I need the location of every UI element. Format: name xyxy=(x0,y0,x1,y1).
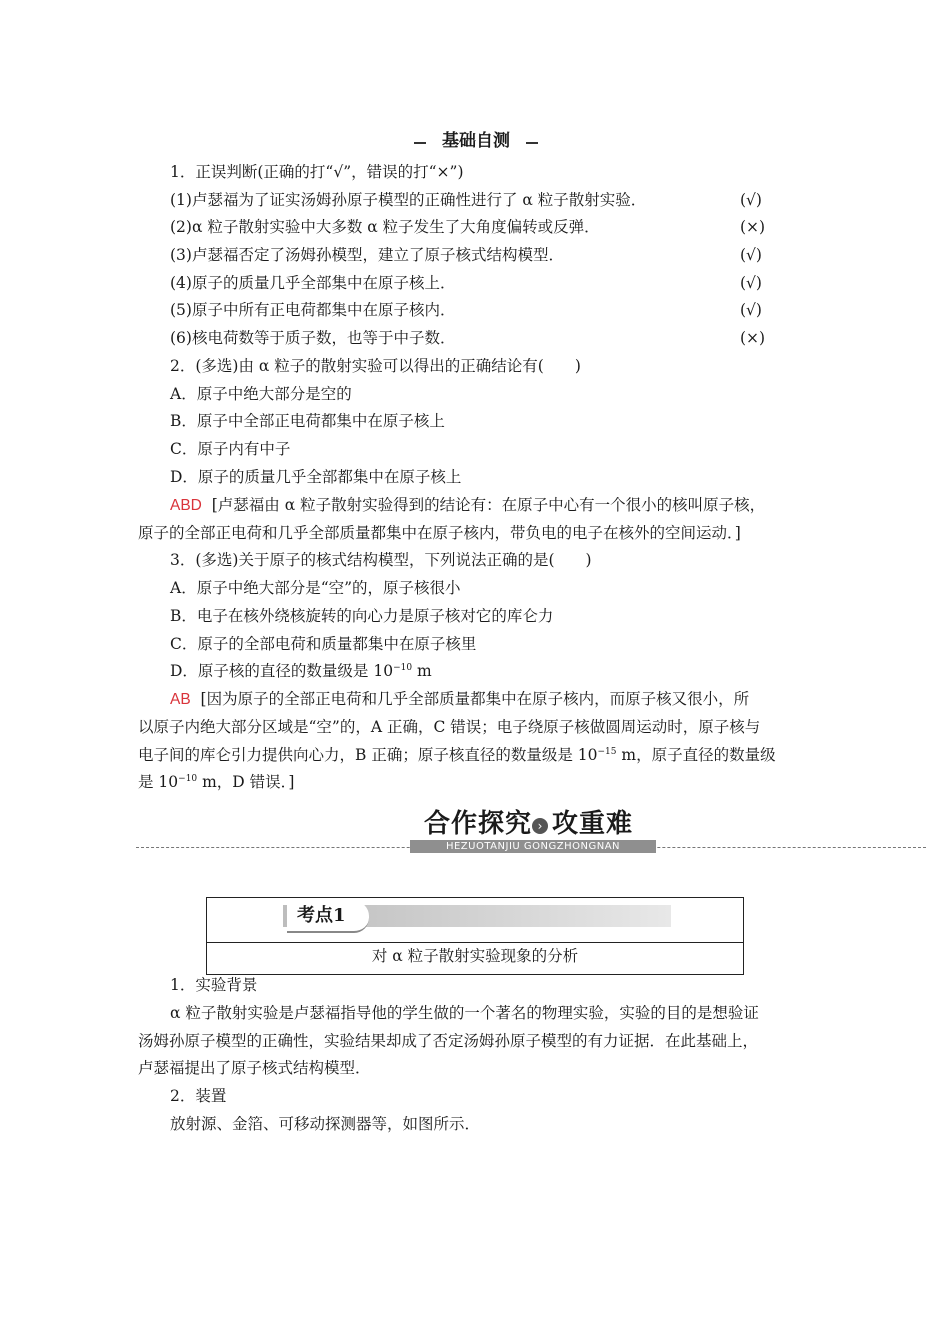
section1-heading: 1．实验背景 xyxy=(170,976,258,994)
banner-rule-left xyxy=(414,142,426,144)
chevron-right-icon: › xyxy=(532,818,548,834)
q1-mark-4: (√) xyxy=(740,274,762,292)
q3-option-a: A．原子中绝大部分是“空”的，原子核很小 xyxy=(170,579,461,597)
q1-mark-6: (×) xyxy=(740,329,766,347)
kaodian-subtitle: 对 α 粒子散射实验现象的分析 xyxy=(371,947,579,965)
self-test-title: 基础自测 xyxy=(442,131,510,151)
q2-option-b: B．原子中全部正电荷都集中在原子核上 xyxy=(170,412,445,430)
banner-rule-right xyxy=(526,142,538,144)
q3-option-b: B．电子在核外绕核旋转的向心力是原子核对它的库仑力 xyxy=(170,607,554,625)
q2-option-c: C．原子内有中子 xyxy=(170,440,291,458)
q2-explanation-line-1: ABD [卢瑟福由 α 粒子散射实验得到的结论有：在原子中心有一个很小的核叫原子核， xyxy=(170,496,766,514)
kaodian-divider xyxy=(207,942,743,943)
kaodian-box xyxy=(206,897,744,975)
q2-answer: ABD xyxy=(170,497,202,514)
q3-answer: AB xyxy=(170,691,191,708)
self-test-banner xyxy=(414,130,538,152)
q3-explanation-line-3: 电子间的库仑引力提供向心力，B 正确；原子核直径的数量级是 $10^{-15}$ m，原子直径的数量级 xyxy=(138,746,776,764)
cooperation-title-right: 攻重难 xyxy=(552,809,634,839)
q2-option-d: D．原子的质量几乎全部都集中在原子核上 xyxy=(170,468,462,486)
cooperation-subtitle: HEZUOTANJIU GONGZHONGNAN xyxy=(410,840,656,853)
q3-option-d: D．原子核的直径的数量级是 $10^{-10}$ m xyxy=(170,662,432,680)
q2-option-a: A．原子中绝大部分是空的 xyxy=(170,385,352,403)
q1-item-6: (6)核电荷数等于质子数，也等于中子数． xyxy=(170,329,456,347)
q3-stem: 3．(多选)关于原子的核式结构模型，下列说法正确的是( ) xyxy=(170,551,592,569)
cooperation-title: 合作探究 xyxy=(424,809,533,839)
q3-option-c: C．原子的全部电荷和质量都集中在原子核里 xyxy=(170,635,477,653)
q1-item-5: (5)原子中所有正电荷都集中在原子核内． xyxy=(170,301,456,319)
q3-explanation-line-4: 是 $10^{-10}$ m，D 错误．] xyxy=(138,773,295,791)
q3-explanation-line-1: AB [因为原子的全部正电荷和几乎全部质量都集中在原子核内，而原子核又很小，所 xyxy=(170,690,750,708)
q1-item-1: (1)卢瑟福为了证实汤姆孙原子模型的正确性进行了 α 粒子散射实验． xyxy=(170,191,647,209)
q1-stem: 1．正误判断(正确的打“√”，错误的打“×”) xyxy=(170,163,464,181)
q1-mark-2: (×) xyxy=(740,218,766,236)
q1-mark-3: (√) xyxy=(740,246,762,264)
kaodian-label: 考点1 xyxy=(287,901,369,933)
q1-item-4: (4)原子的质量几乎全部集中在原子核上． xyxy=(170,274,456,292)
q2-explanation-line-2: 原子的全部正电荷和几乎全部质量都集中在原子核内，带负电的电子在核外的空间运动．] xyxy=(138,524,741,542)
q1-mark-1: (√) xyxy=(740,191,762,209)
section1-para-line-1: α 粒子散射实验是卢瑟福指导他的学生做的一个著名的物理实验，实验的目的是想验证 xyxy=(170,1004,759,1022)
section2-heading: 2．装置 xyxy=(170,1087,227,1105)
section1-para-line-2: 汤姆孙原子模型的正确性，实验结果却成了否定汤姆孙原子模型的有力证据．在此基础上， xyxy=(138,1032,759,1050)
q1-item-2: (2)α 粒子散射实验中大多数 α 粒子发生了大角度偏转或反弹． xyxy=(170,218,600,236)
section2-para: 放射源、金箔、可移动探测器等，如图所示． xyxy=(170,1115,481,1133)
q1-mark-5: (√) xyxy=(740,301,762,319)
section1-para-line-3: 卢瑟福提出了原子核式结构模型． xyxy=(138,1059,371,1077)
q2-stem: 2．(多选)由 α 粒子的散射实验可以得出的正确结论有( ) xyxy=(170,357,581,375)
q1-item-3: (3)卢瑟福否定了汤姆孙模型，建立了原子核式结构模型． xyxy=(170,246,564,264)
q3-explanation-line-2: 以原子内绝大部分区域是“空”的，A 正确，C 错误；电子绕原子核做圆周运动时，原子核与 xyxy=(138,718,761,736)
